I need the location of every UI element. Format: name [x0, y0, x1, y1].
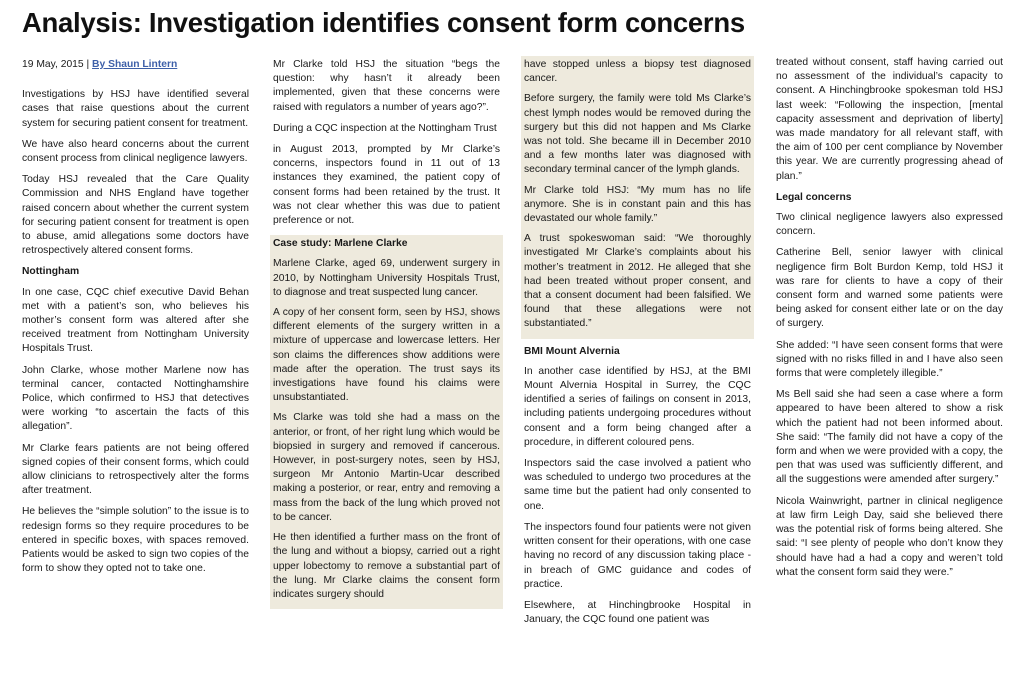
- byline-separator: |: [83, 59, 93, 70]
- case-study-paragraph: Mr Clarke told HSJ: “My mum has no life anymore. She is in constant pain and this has devastated our whole family.”: [524, 184, 751, 225]
- paragraph: Mr Clarke told HSJ the situation “begs the question: why hasn’t it already been implemented, given that these concerns were raised with regulators a number of years ago?”.: [273, 59, 500, 113]
- paragraph: She added: “I have seen consent forms that were signed with no risks filled in and I have also seen forms that were completely illegible.”: [776, 339, 1003, 380]
- paragraph: Nicola Wainwright, partner in clinical negligence at law firm Leigh Day, said she believed there was the potential risk of forms being altered. She said: “I see plenty of people who don’t know they should have had a had a copy and weren’t told what the consent form said they were.”: [776, 495, 1003, 578]
- paragraph: The inspectors found four patients were not given written consent for their operations, with one case having no record of any discussion taking place - in breach of GMC guidance and codes of practice.: [524, 521, 751, 590]
- case-study-paragraph: He then identified a further mass on the front of the lung and without a biopsy, carried out a right upper lobectomy to remove a substantial part of the lung. Mr Clarke claims the consent form indicates surgery should: [273, 532, 500, 600]
- section-heading-nottingham: Nottingham: [22, 266, 80, 278]
- case-study-paragraph: Ms Clarke was told she had a mass on the anterior, or front, of her right lung which would be biopsied in surgery and removed if cancerous. However, in post-surgery notes, seen by HSJ, surgeon Mr Antonio Martin-Ucar described making a posterior, or rear, entry and removing a mass from the back of the lung which proved not to be cancer.: [273, 412, 500, 523]
- paragraph: Catherine Bell, senior lawyer with clinical negligence firm Bolt Burdon Kemp, told HSJ it was rare for clients to have a copy of their consent form and warned some patients were being asked for consent either late or on the day of surgery.: [776, 247, 1003, 330]
- paragraph: Inspectors said the case involved a patient who was scheduled to undergo two procedures at the same time but the patient had only consented to one.: [524, 458, 751, 512]
- column-3: [524, 56, 751, 634]
- case-study-paragraph: have stopped unless a biopsy test diagnosed cancer.: [524, 59, 751, 85]
- paragraph: He believes the “simple solution” to the issue is to redesign forms so they require procedures to be entered in specific boxes, with spaces removed. Patients would be asked to sign two copies of the form to show they opted not to take one.: [22, 506, 249, 575]
- paragraph: Mr Clarke fears patients are not being offered signed copies of their consent forms, which could allow clinicians to retrospectively alter the forms after treatment.: [22, 442, 249, 497]
- publish-date: 19 May, 2015: [22, 59, 84, 70]
- byline: [22, 58, 249, 72]
- case-study-box-continued: [521, 56, 754, 339]
- paragraph: Ms Bell said she had seen a case where a form appeared to have been altered to show a risk which the patient had not been informed about. She said: “The family did not have a copy of the form and when we were provided with a copy, the pen that was used was sufficiently different, and all the suggestions were amended after surgery.”: [776, 389, 1003, 486]
- case-study-paragraph: A copy of her consent form, seen by HSJ, shows different elements of the surgery written in a mixture of uppercase and lowercase letters. Her son claims the differences show additions were made after the operation. The trust says its investigations have found his claims were unsubstantiated.: [273, 307, 500, 404]
- section-heading-legal: Legal concerns: [776, 191, 852, 203]
- paragraph: Two clinical negligence lawyers also expressed concern.: [776, 212, 1003, 238]
- column-4: [776, 56, 1003, 587]
- paragraph: In one case, CQC chief executive David Behan met with a patient’s son, who believes his mother’s consent form was altered after she received treatment from Nottingham University Hospitals Trust.: [22, 286, 249, 355]
- paragraph: In another case identified by HSJ, at the BMI Mount Alvernia Hospital in Surrey, the CQC identified a series of failings on consent in 2013, including patients undergoing procedures without consent and a form being changed after a procedure, in different coloured pens.: [524, 365, 751, 448]
- paragraph: Elsewhere, at Hinchingbrooke Hospital in January, the CQC found one patient was: [524, 599, 751, 626]
- case-study-paragraph: A trust spokeswoman said: “We thoroughly investigated Mr Clarke’s complaints about his mother’s treatment in 2012. He alleged that she had been treated without proper consent, and that a consent document had been falsified. We found that these allegations were not substantiated.”: [524, 233, 751, 330]
- author-link[interactable]: By Shaun Lintern: [92, 59, 178, 70]
- article-title: Analysis: Investigation identifies consent form concerns: [22, 7, 745, 38]
- paragraph: Today HSJ revealed that the Care Quality Commission and NHS England have together raised concern about whether the current system for securing patient consent for treatment is open to abuse, amid allegations some doctors have retrospectively altered consent forms.: [22, 174, 249, 257]
- paragraph: Investigations by HSJ have identified several cases that raise questions about the current system for securing patient consent for treatment.: [22, 89, 249, 129]
- case-study-paragraph: Before surgery, the family were told Ms Clarke’s chest lymph nodes would be removed during the surgery but this did not happen and Ms Clarke was not told. She became ill in December 2010 and a few months later was diagnosed with secondary terminal cancer of the lymph glands.: [524, 93, 751, 176]
- paragraph: During a CQC inspection at the Nottingham Trust: [273, 122, 497, 134]
- column-1: [22, 58, 249, 584]
- paragraph: John Clarke, whose mother Marlene now has terminal cancer, contacted Nottinghamshire Police, which confirmed to HSJ that detectives were working “to ascertain the facts of this allegation”.: [22, 364, 249, 433]
- paragraph: We have also heard concerns about the current consent process from clinical negligence lawyers.: [22, 138, 249, 165]
- section-heading-bmi: BMI Mount Alvernia: [524, 345, 620, 357]
- paragraph: in August 2013, prompted by Mr Clarke’s concerns, inspectors found in 11 out of 13 instances they examined, the patient copy of consent forms had been retained by the trust. It was not clear whether this was due to patient preference or not.: [273, 144, 500, 227]
- paragraph: treated without consent, staff having carried out no assessment of the individual’s capacity to consent. A Hinchingbrooke spokesman told HSJ last week: “Following the inspection, [mental capacity assessment and deprivation of liberty] was made mandatory for all relevant staff, with the aim of 100 per cent compliance by November this year. We are currently progressing ahead of plan.”: [776, 57, 1003, 182]
- case-study-box: [270, 235, 503, 609]
- case-study-paragraph: Marlene Clarke, aged 69, underwent surgery in 2010, by Nottingham University Hospitals Trust, to diagnose and treat suspected lung cancer.: [273, 258, 500, 298]
- column-2: [273, 58, 500, 609]
- case-study-heading: Case study: Marlene Clarke: [273, 238, 408, 250]
